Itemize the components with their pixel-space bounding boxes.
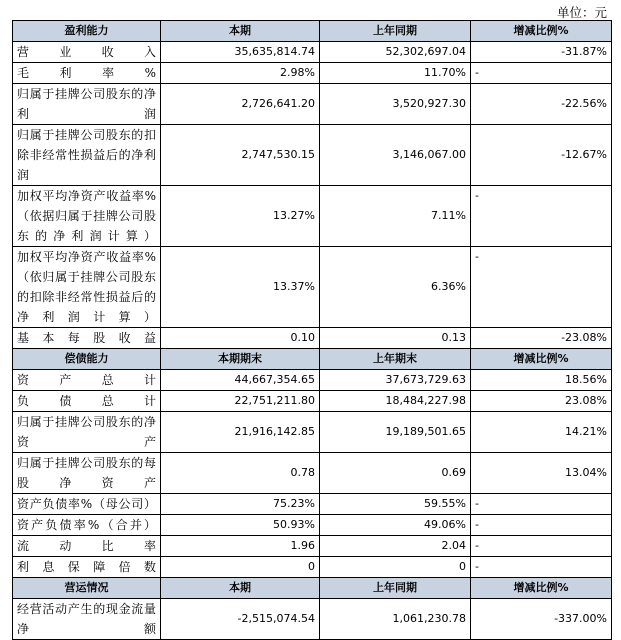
current-value: 1.96 xyxy=(161,536,320,557)
prior-value: 1,061,230.78 xyxy=(320,599,471,640)
change-value: -23.08% xyxy=(471,328,612,349)
current-value: 0 xyxy=(161,557,320,578)
current-value: 75.23% xyxy=(161,494,320,515)
current-value: 2,726,641.20 xyxy=(161,84,320,125)
change-value: -31.87% xyxy=(471,42,612,63)
header-cell: 增减比例% xyxy=(471,349,612,370)
row-label: 资产负债率%（合并） xyxy=(13,515,161,536)
current-value: 21,916,142.85 xyxy=(161,412,320,453)
current-value: 2.98% xyxy=(161,63,320,84)
change-value: - xyxy=(471,536,612,557)
table-row xyxy=(13,599,612,640)
current-value: 44,667,354.65 xyxy=(161,370,320,391)
table-row xyxy=(13,391,612,412)
change-value: - xyxy=(471,515,612,536)
prior-value: 19,189,501.65 xyxy=(320,412,471,453)
prior-value: 11.70% xyxy=(320,63,471,84)
current-value: 0.10 xyxy=(161,328,320,349)
prior-value: 52,302,697.04 xyxy=(320,42,471,63)
prior-value: 49.06% xyxy=(320,515,471,536)
table-row xyxy=(13,84,612,125)
header-cell: 偿债能力 xyxy=(13,349,161,370)
table-row xyxy=(13,515,612,536)
row-label: 利息保障倍数 xyxy=(13,557,161,578)
row-label: 经营活动产生的现金流量净额 xyxy=(13,599,161,640)
prior-value: 3,520,927.30 xyxy=(320,84,471,125)
change-value: 23.08% xyxy=(471,391,612,412)
financial-indicators-table xyxy=(12,20,612,640)
row-label: 营业收入 xyxy=(13,42,161,63)
current-value: -2,515,074.54 xyxy=(161,599,320,640)
header-cell: 盈利能力 xyxy=(13,21,161,42)
prior-value: 0 xyxy=(320,557,471,578)
prior-value: 18,484,227.98 xyxy=(320,391,471,412)
row-label: 资产负债率%（母公司） xyxy=(13,494,161,515)
row-label: 资产总计 xyxy=(13,370,161,391)
row-label: 加权平均净资产收益率%（依据归属于挂牌公司股东的净利润计算） xyxy=(13,186,161,247)
table-row xyxy=(13,453,612,494)
table-row xyxy=(13,412,612,453)
change-value: -22.56% xyxy=(471,84,612,125)
row-label: 负债总计 xyxy=(13,391,161,412)
change-value: - xyxy=(471,247,612,328)
header-cell: 本期 xyxy=(161,21,320,42)
row-label: 加权平均净资产收益率%（依归属于挂牌公司股东的扣除非经常性损益后的净利润计算） xyxy=(13,247,161,328)
current-value: 22,751,211.80 xyxy=(161,391,320,412)
current-value: 2,747,530.15 xyxy=(161,125,320,186)
prior-value: 6.36% xyxy=(320,247,471,328)
row-label: 基本每股收益 xyxy=(13,328,161,349)
unit-label: 单位：元 xyxy=(556,5,607,20)
row-label: 归属于挂牌公司股东的净资产 xyxy=(13,412,161,453)
header-cell: 营运情况 xyxy=(13,578,161,599)
current-value: 13.37% xyxy=(161,247,320,328)
section-header xyxy=(13,21,612,42)
header-cell: 本期期末 xyxy=(161,349,320,370)
prior-value: 7.11% xyxy=(320,186,471,247)
table-row xyxy=(13,186,612,247)
change-value: -337.00% xyxy=(471,599,612,640)
header-cell: 上年期末 xyxy=(320,349,471,370)
change-value: - xyxy=(471,557,612,578)
row-label: 归属于挂牌公司股东的每股净资产 xyxy=(13,453,161,494)
row-label: 毛利率% xyxy=(13,63,161,84)
header-cell: 增减比例% xyxy=(471,21,612,42)
table-row xyxy=(13,125,612,186)
change-value: - xyxy=(471,494,612,515)
header-cell: 上年同期 xyxy=(320,21,471,42)
prior-value: 59.55% xyxy=(320,494,471,515)
prior-value: 3,146,067.00 xyxy=(320,125,471,186)
table-row xyxy=(13,42,612,63)
table-row xyxy=(13,63,612,84)
prior-value: 0.13 xyxy=(320,328,471,349)
change-value: 18.56% xyxy=(471,370,612,391)
header-cell: 增减比例% xyxy=(471,578,612,599)
table-row xyxy=(13,247,612,328)
table-row xyxy=(13,328,612,349)
prior-value: 2.04 xyxy=(320,536,471,557)
current-value: 13.27% xyxy=(161,186,320,247)
change-value: - xyxy=(471,186,612,247)
header-cell: 本期 xyxy=(161,578,320,599)
table-row xyxy=(13,536,612,557)
row-label: 归属于挂牌公司股东的净利润 xyxy=(13,84,161,125)
current-value: 0.78 xyxy=(161,453,320,494)
prior-value: 37,673,729.63 xyxy=(320,370,471,391)
table-row xyxy=(13,557,612,578)
current-value: 50.93% xyxy=(161,515,320,536)
change-value: - xyxy=(471,63,612,84)
change-value: -12.67% xyxy=(471,125,612,186)
table-row xyxy=(13,370,612,391)
change-value: 13.04% xyxy=(471,453,612,494)
row-label: 归属于挂牌公司股东的扣除非经常性损益后的净利润 xyxy=(13,125,161,186)
section-header xyxy=(13,578,612,599)
table-row xyxy=(13,494,612,515)
header-cell: 上年同期 xyxy=(320,578,471,599)
current-value: 35,635,814.74 xyxy=(161,42,320,63)
prior-value: 0.69 xyxy=(320,453,471,494)
section-header xyxy=(13,349,612,370)
change-value: 14.21% xyxy=(471,412,612,453)
row-label: 流动比率 xyxy=(13,536,161,557)
